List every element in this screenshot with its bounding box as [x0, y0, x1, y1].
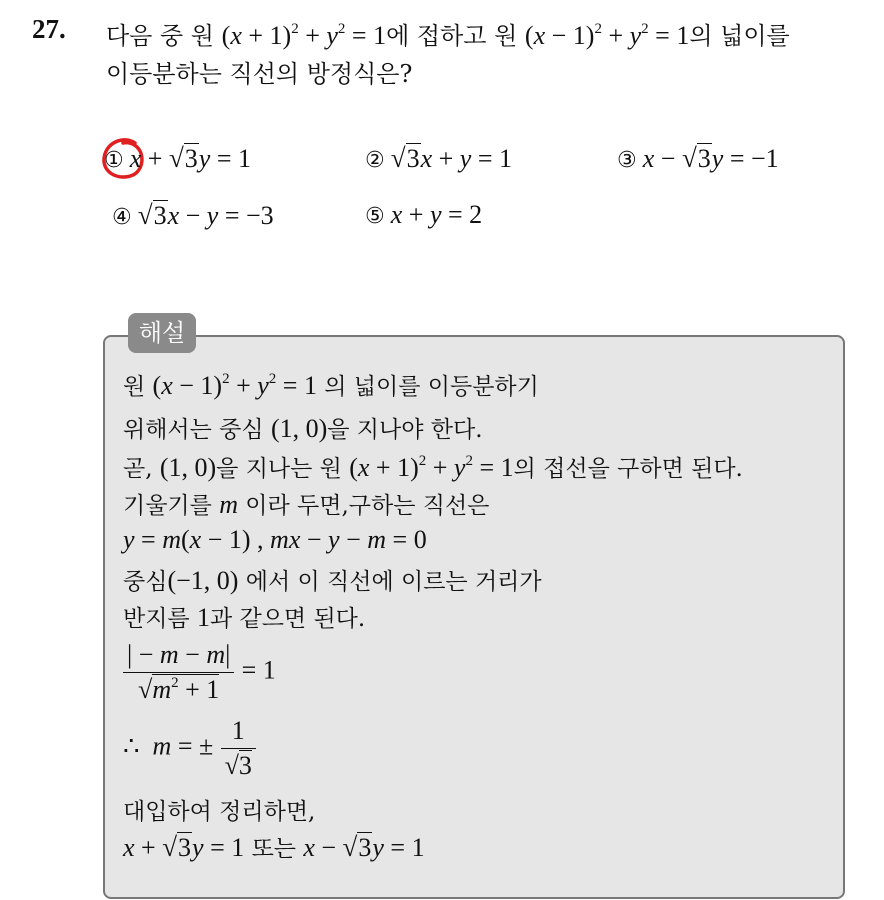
choice-5[interactable]: ⑤ x + y = 2	[365, 200, 483, 229]
stem-text-1: 다음 중 원	[106, 22, 214, 50]
solution-line-10: 대입하여 정리하면,	[123, 799, 316, 825]
solution-text: 원	[123, 374, 146, 400]
slope-result: ∴ m = ± $\frac{1}{√3}$	[123, 716, 256, 781]
choice-3[interactable]: ③ x − √3y = −1	[617, 143, 779, 173]
solution-line-1: 원 $(x - 1)^2 + y^2 = 1$ 의 넓이를 이등분하기	[123, 371, 539, 400]
choice-4-number: ④	[112, 205, 132, 230]
question-number: 27.	[32, 14, 66, 44]
solution-text: 또는	[251, 836, 297, 862]
solution-line-3: 곧, (1, 0)을 지나는 원 $(x + 1)^2 + y^2 = 1$의 접선을 구하면 된다.	[123, 453, 743, 482]
stem-text-3: 의 넓이를	[689, 22, 790, 50]
solution-line-5: y = m(x − 1) , mx − y − m = 0	[123, 525, 427, 554]
circle-eq-1: $(x + 1)^2 + y^2 = 1$	[221, 21, 387, 50]
solution-text: 곧,	[123, 456, 153, 482]
solution-text: 의 넓이를 이등분하기	[324, 374, 539, 400]
solution-text: 이라 두면,구하는 직선은	[245, 493, 490, 519]
solution-text: 의 접선을 구하면 된다.	[513, 456, 743, 482]
solution-tag: 해설	[128, 313, 196, 353]
solution-text: 위해서는 중심	[123, 417, 264, 443]
solution-text: 을 지나야 한다.	[327, 417, 483, 443]
solution-text: 을 지나는 원	[216, 456, 342, 482]
choice-1[interactable]: ① x + √3y = 1	[104, 143, 251, 173]
solution-line-4: 기울기를 m 이라 두면,구하는 직선은	[123, 490, 490, 519]
choice-5-number: ⑤	[365, 204, 385, 229]
stem-text-2: 에 접하고 원	[386, 22, 518, 50]
question-stem-line2: 이등분하는 직선의 방정식은?	[106, 60, 413, 88]
choice-4[interactable]: ④ √3x − y = −3	[112, 200, 274, 230]
solution-line-11: x + √3y = 1 또는 x − √3y = 1	[123, 832, 425, 862]
solution-line-7: 반지름 1과 같으면 된다.	[123, 603, 366, 632]
choice-1-number: ①	[104, 148, 124, 173]
solution-line-2: 위해서는 중심 (1, 0)을 지나야 한다.	[123, 414, 483, 443]
choice-2-number: ②	[365, 148, 385, 173]
solution-text: 반지름	[123, 606, 190, 632]
circle-eq-2: $(x - 1)^2 + y^2 = 1$	[524, 21, 690, 50]
solution-text: 중심	[123, 569, 168, 595]
question-stem-line1	[106, 16, 790, 51]
distance-equation: $\frac{| - m - m|}{√m^2 + 1}$ = 1	[123, 640, 276, 705]
solution-text: 기울기를	[123, 493, 212, 519]
solution-text: 에서 이 직선에 이르는 거리가	[245, 569, 542, 595]
solution-line-6: 중심(−1, 0) 에서 이 직선에 이르는 거리가	[123, 566, 542, 595]
solution-text: 과 같으면 된다.	[209, 606, 366, 632]
choice-2[interactable]: ② √3x + y = 1	[365, 143, 512, 173]
choice-3-number: ③	[617, 148, 637, 173]
